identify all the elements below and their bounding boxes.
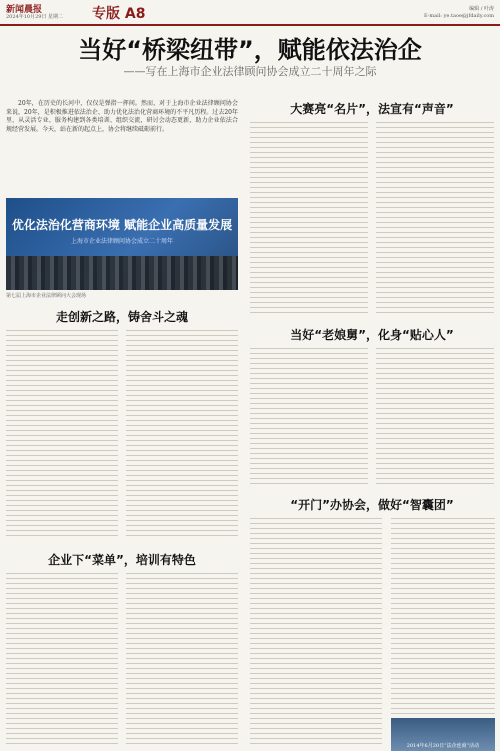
editor-info (424, 6, 494, 20)
section-3-text-left (250, 344, 368, 484)
conference-photo (6, 198, 238, 290)
issue-date: 2024年10月29日 星期二 (6, 14, 64, 20)
section-heading-5: “开门”办协会，做好“智囊团” (290, 498, 454, 512)
intro-paragraph: 20年，在历史的长河中，仅仅是弹指一挥间。然而，对于上海市企业法律顾问协会来说，20年，是积极推进依法治企、助力优化法治化营商环境的不平凡历程。过去20年里，从灵活专业、服务构建到各类培训、组织交流，研讨会动态更新，助力企业依法合规经营发展。今天，站在新的起点上，协会将继续砥砺前行。 (6, 100, 238, 133)
section-heading-1: 大赛亮“名片”，法宣有“声音” (290, 102, 454, 116)
section-2-text-left (6, 326, 118, 536)
section-4-text-right (126, 569, 238, 747)
subheadline: ——写在上海市企业法律顾问协会成立二十周年之际 (123, 65, 377, 78)
section-2-text-right (126, 326, 238, 536)
event-photo-caption: 2014年6月20日“法企连商”活动 (406, 743, 480, 749)
section-5-text-right (391, 514, 495, 714)
column-label: 专版 A8 (92, 6, 146, 22)
paper-name: 新闻晨报 (6, 5, 43, 15)
photo-banner-title: 优化法治化营商环境 赋能企业高质量发展 (11, 218, 233, 232)
section-4-text-left (6, 569, 118, 747)
editor-line: 编辑 / 叶涛 (469, 6, 494, 12)
photo-banner-subtitle: 上海市企业法律顾问协会成立二十周年 (70, 238, 173, 245)
section-heading-2: 走创新之路，铸舍斗之魂 (55, 310, 188, 324)
section-heading-4: 企业下“菜单”，培训有特色 (48, 553, 196, 567)
section-heading-3: 当好“老娘舅”，化身“贴心人” (290, 328, 454, 342)
section-3-text-right (376, 344, 494, 484)
section-1-text-left (250, 118, 368, 314)
photo-audience (6, 256, 238, 290)
masthead (0, 0, 500, 26)
section-5-text-left (250, 514, 382, 747)
section-1-text-right (376, 118, 494, 314)
email-line: E-mail: ye.taoe@jfdaily.com (423, 13, 494, 19)
headline: 当好“桥梁纽带”，赋能依法治企 (78, 36, 422, 64)
photo-caption: 第七届上海市企业法律顾问大会现场 (6, 293, 87, 299)
